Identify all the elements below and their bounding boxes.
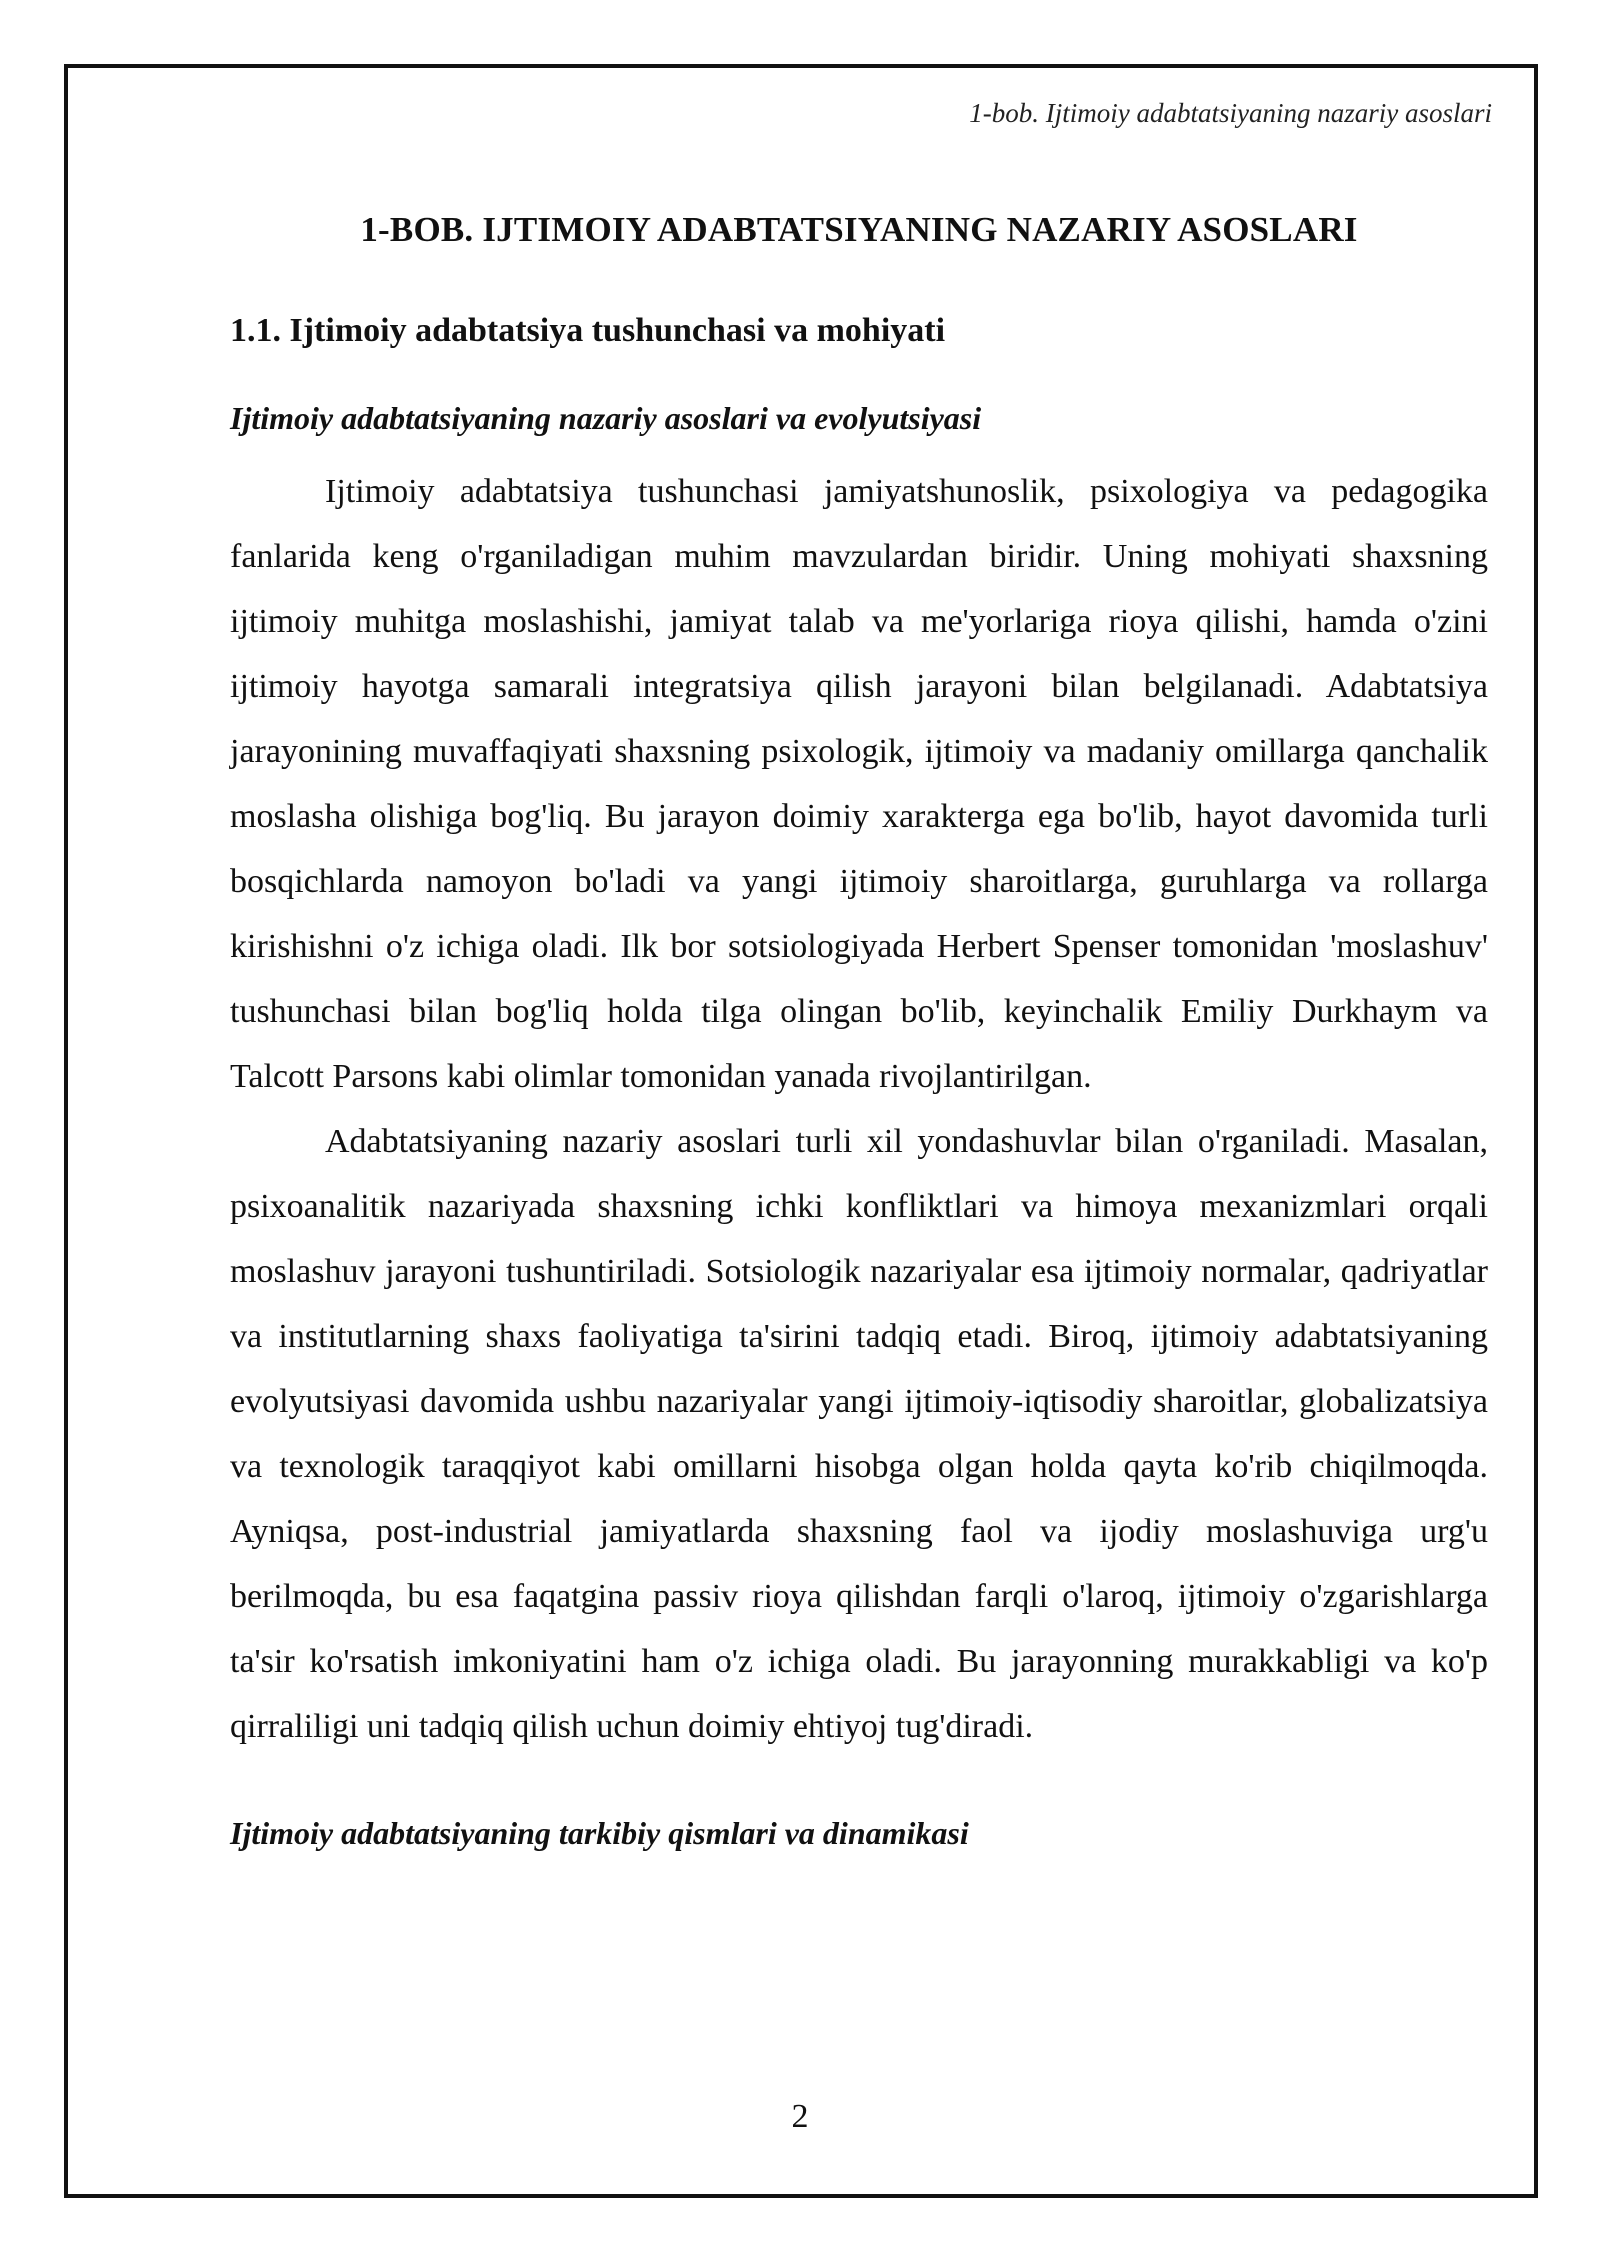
section-title: 1.1. Ijtimoiy adabtatsiya tushunchasi va mohiyati	[230, 312, 946, 349]
subsection-title: Ijtimoiy adabtatsiyaning nazariy asoslari va evolyutsiyasi	[230, 400, 982, 436]
body-paragraph: Ijtimoiy adabtatsiya tushunchasi jamiyatshunoslik, psixologiya va pedagogika fanlarida keng o'rganiladigan muhim mavzulardan biridir. Uning mohiyati shaxsning ijtimoiy muhitga moslashishi, jamiyat talab va me'yorlariga rioya qilishi, hamda o'zini ijtimoiy hayotga samarali integratsiya qilish jarayoni bilan belgilanadi. Adabtatsiya jarayonining muvaffaqiyati shaxsning psixologik, ijtimoiy va madaniy omillarga qanchalik moslasha olishiga bog'liq. Bu jarayon doimiy xarakterga ega bo'lib, hayot davomida turli bosqichlarda namoyon bo'ladi va yangi ijtimoiy sharoitlarga, guruhlarga va rollarga kirishishni o'z ichiga oladi. Ilk bor sotsiologiyada Herbert Spenser tomonidan 'moslashuv' tushunchasi bilan bog'liq holda tilga olingan bo'lib, keyinchalik Emiliy Durkhaym va Talcott Parsons kabi olimlar tomonidan yanada rivojlantirilgan.	[230, 473, 1488, 1095]
chapter-title: 1-BOB. IJTIMOIY ADABTATSIYANING NAZARIY ASOSLARI	[360, 210, 1358, 249]
body-paragraph: Adabtatsiyaning nazariy asoslari turli xil yondashuvlar bilan o'rganiladi. Masalan, psixoanalitik nazariyada shaxsning ichki konfliktlari va himoya mexanizmlari orqali moslashuv jarayoni tushuntiriladi. Sotsiologik nazariyalar esa ijtimoiy normalar, qadriyatlar va institutlarning shaxs faoliyatiga ta'sirini tadqiq etadi. Biroq, ijtimoiy adabtatsiyaning evolyutsiyasi davomida ushbu nazariyalar yangi ijtimoiy-iqtisodiy sharoitlar, globalizatsiya va texnologik taraqqiyot kabi omillarni hisobga olgan holda qayta ko'rib chiqilmoqda. Ayniqsa, post-industrial jamiyatlarda shaxsning faol va ijodiy moslashuviga urg'u berilmoqda, bu esa faqatgina passiv rioya qilishdan farqli o'laroq, ijtimoiy o'zgarishlarga ta'sir ko'rsatish imkoniyatini ham o'z ichiga oladi. Bu jarayonning murakkabligi va ko'p qirraliligi uni tadqiq qilish uchun doimiy ehtiyoj tug'diradi.	[230, 1123, 1488, 1745]
running-header: 1-bob. Ijtimoiy adabtatsiyaning nazariy asoslari	[969, 98, 1492, 128]
page-number: 2	[791, 2098, 809, 2135]
page-content	[230, 210, 1488, 1852]
subsection-title: Ijtimoiy adabtatsiyaning tarkibiy qismlari va dinamikasi	[230, 1815, 969, 1851]
